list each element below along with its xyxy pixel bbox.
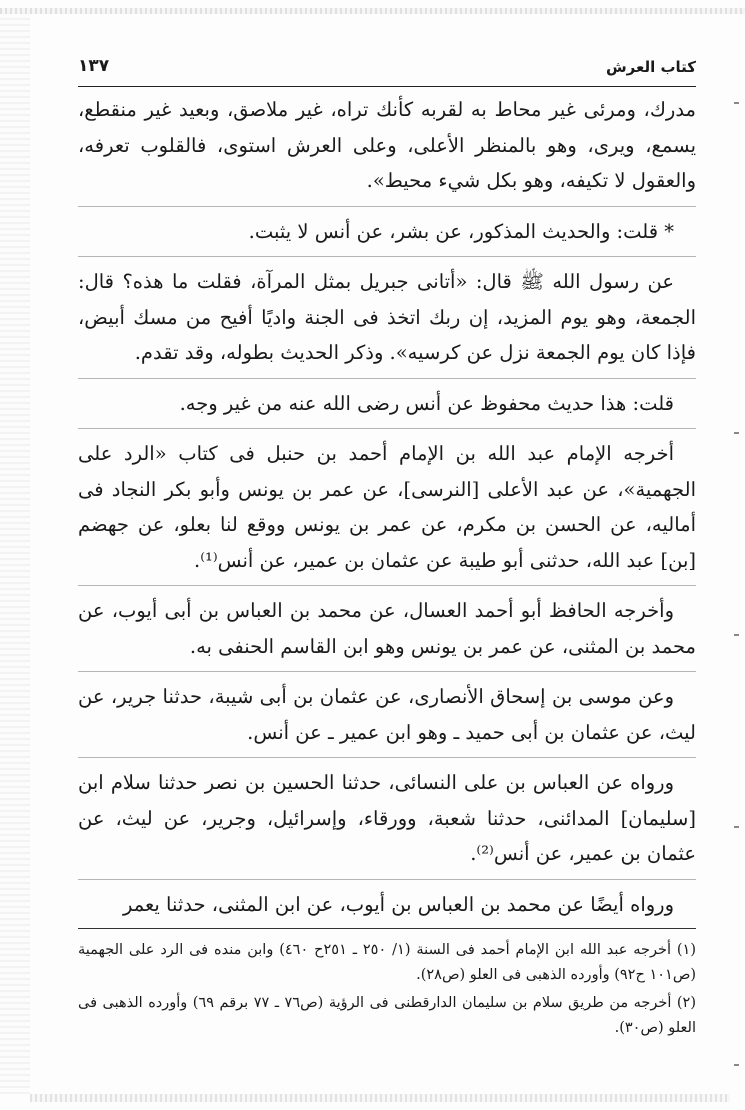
paragraph-divider xyxy=(78,378,696,379)
paragraph-2: * قلت: والحديث المذكور، عن بشر، عن أنس لا يثبت. xyxy=(248,219,674,243)
paragraph-divider xyxy=(78,879,696,880)
footnote-1: (١) أخرجه عبد الله ابن الإمام أحمد فى السنة (١/ ٢٥٠ ـ ٢٥١ح ٤٦٠) وابن منده فى الرد على الجهمية (ص١٠١ ح٩٢) وأورده الذهبى فى العلو (ص٢٨). xyxy=(78,942,696,983)
footnotes xyxy=(78,938,696,1044)
running-title: كتاب العرش xyxy=(605,58,696,76)
margin-tick xyxy=(734,432,739,434)
paragraph-divider xyxy=(78,256,696,257)
scan-edge-left xyxy=(0,14,30,1094)
footnote-2: (٢) أخرجه من طريق سلام بن سليمان الدارقطنى فى الرؤية (ص٧٦ ـ ٧٧ برقم ٦٩) وأورده الذهبى فى العلو (ص٣٠). xyxy=(78,995,697,1036)
page-number: ١٣٧ xyxy=(78,56,110,76)
margin-tick xyxy=(734,1064,739,1066)
footnote-separator xyxy=(78,928,696,929)
paragraph-divider xyxy=(78,757,696,758)
paragraph-3: عن رسول الله ﷺ قال: «أتانى جبريل بمثل المرآة، فقلت ما هذه؟ قال: الجمعة، وهو يوم المزيد، إن ربك اتخذ فى الجنة واديًا أفيح من مسك أبيض، فإذا كان يوم الجمعة نزل عن كرسيه». وذكر الحديث بطوله، وقد تقدم. xyxy=(78,270,696,364)
margin-tick xyxy=(734,102,739,104)
main-text xyxy=(78,92,696,929)
paragraph-divider xyxy=(78,206,696,207)
paragraph-5: أخرجه الإمام عبد الله بن الإمام أحمد بن حنبل فى كتاب «الرد على الجهمية»، عن عبد الأعلى [النرسى]، عن عمر بن يونس وأبو بكر النجاد فى أماليه، عن الحسن بن مكرم، عن عمر بن يونس ووقع لنا بعلو، عن جهضم [بن] عبد الله، حدثنى أبو طيبة عن عثمان بن عمير، عن أنس⁽¹⁾. xyxy=(78,442,696,572)
paragraph-6: وأخرجه الحافظ أبو أحمد العسال، عن محمد بن العباس بن أبى أيوب، عن محمد بن المثنى، عن عمر بن يونس وهو ابن القاسم الحنفى به. xyxy=(78,599,696,658)
scan-edge-top xyxy=(0,8,745,14)
paragraph-8: ورواه عن العباس بن على النسائى، حدثنا الحسين بن نصر حدثنا سلام ابن [سليمان] المدائنى، حدثنا شعبة، وورقاء، وإسرائيل، وجرير، عن ليث، عن عثمان بن عمير، عن أنس⁽²⁾. xyxy=(78,771,696,865)
margin-tick xyxy=(734,634,739,636)
scan-edge-bottom xyxy=(30,1094,730,1102)
paragraph-divider xyxy=(78,671,696,672)
paragraph-9: ورواه أيضًا عن محمد بن العباس بن أيوب، عن ابن المثنى، حدثنا يعمر xyxy=(122,892,674,916)
paragraph-1: مدرك، ومرئى غير محاط به لقربه كأنك تراه، غير ملاصق، وبعيد غير منقطع، يسمع، ويرى، وهو بالمنظر الأعلى، وعلى العرش استوى، فالقلوب تعرفه، والعقول لا تكيفه، وهو بكل شيء محيط». xyxy=(78,98,696,192)
paragraph-4: قلت: هذا حديث محفوظ عن أنس رضى الله عنه من غير وجه. xyxy=(179,391,674,415)
margin-tick xyxy=(734,826,739,828)
paragraph-7: وعن موسى بن إسحاق الأنصارى، عن عثمان بن أبى شيبة، حدثنا جرير، عن ليث، عن عثمان بن أبى حميد ـ وهو ابن عمير ـ عن أنس. xyxy=(78,685,696,744)
paragraph-divider xyxy=(78,585,696,586)
paragraph-divider xyxy=(78,428,696,429)
page-header xyxy=(78,52,696,87)
